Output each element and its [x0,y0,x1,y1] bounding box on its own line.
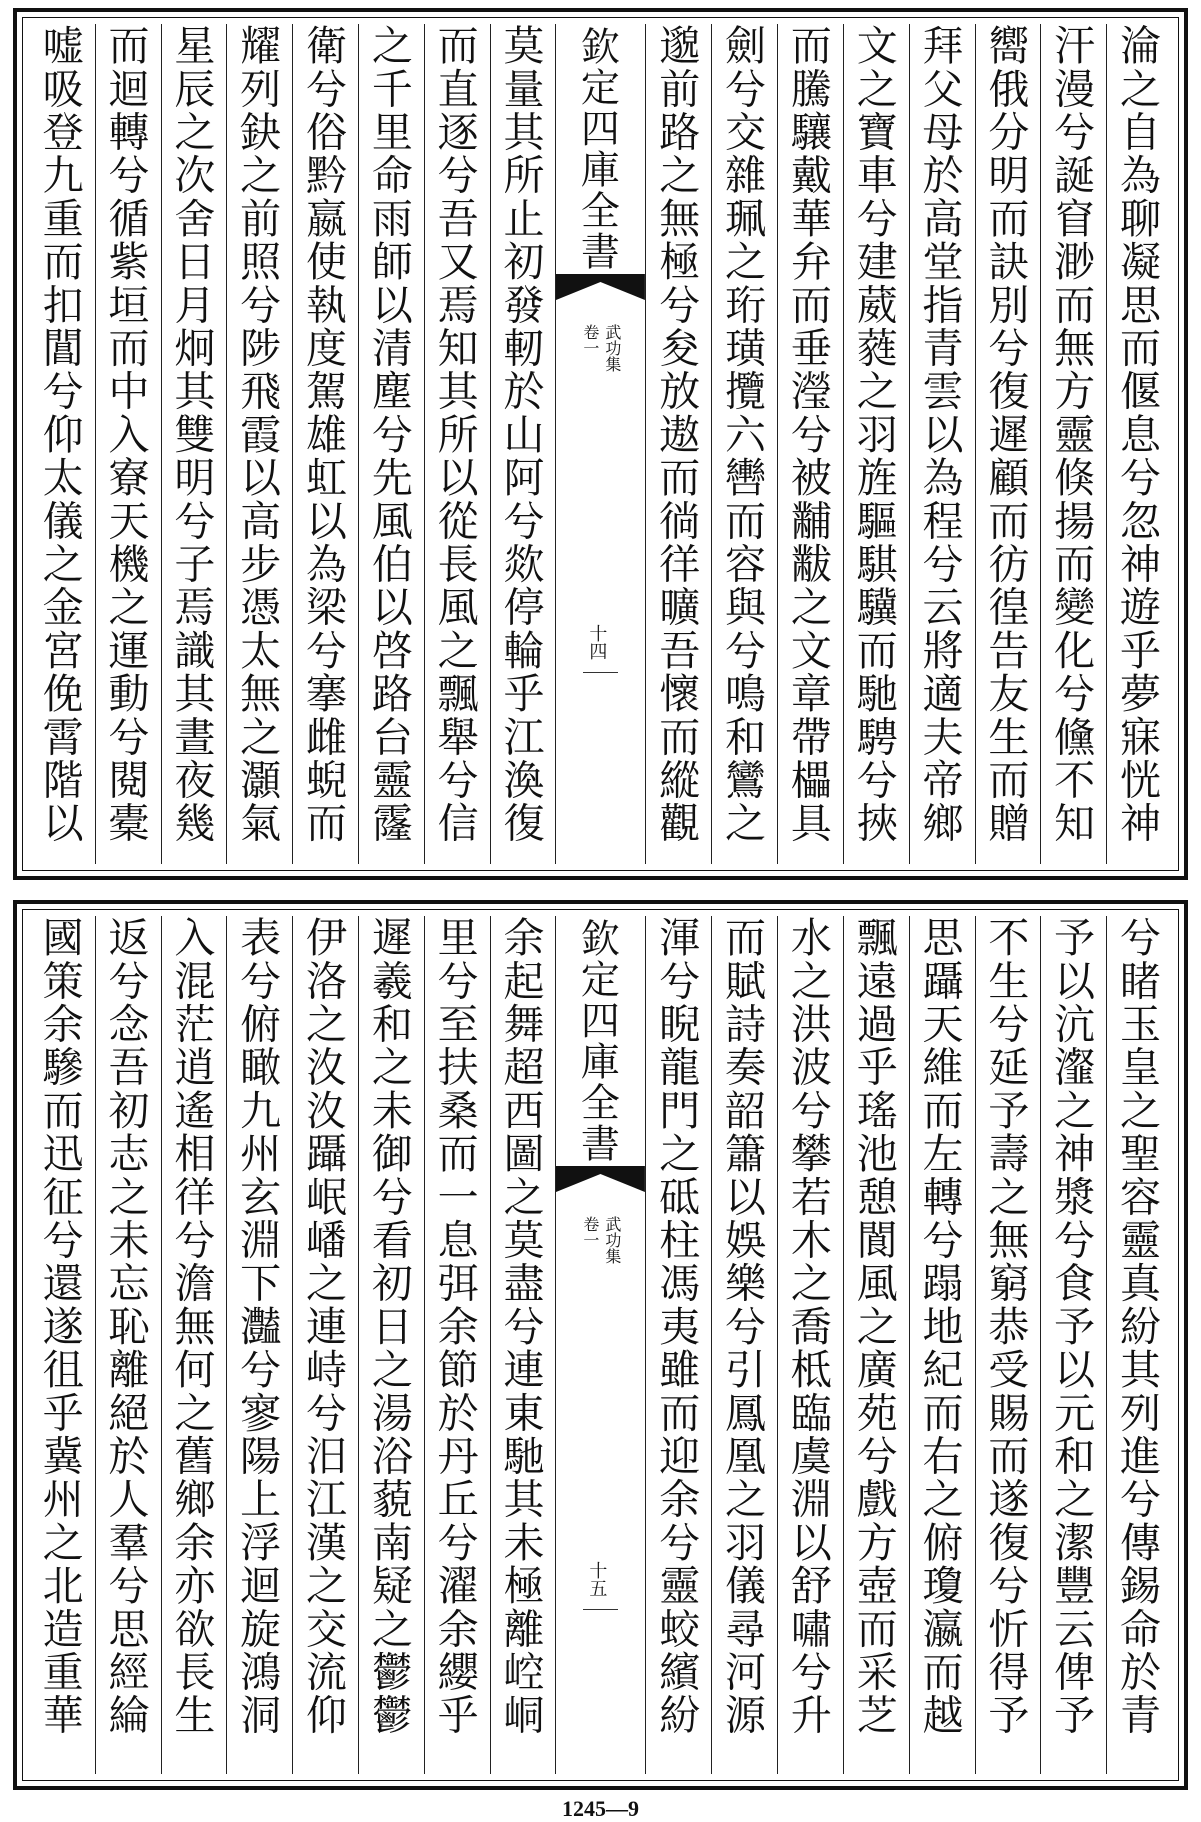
text-column: 嘘吸登九重而扣閶兮仰太儀之金宮俛霄階以 [35,24,84,845]
text-column: 余起舞超西圖之莫盡兮連東馳其未極離崆峒 [490,916,556,1774]
text-column: 之千里命雨師以清塵兮先風伯以啓路台靈霳 [358,24,424,864]
text-column: 汗漫兮誕窅渺而無方靈倏揚而變化兮儵不知 [1040,24,1106,864]
book-title: 欽定四庫全書 [574,918,620,1164]
text-column: 而賦詩奏韶簫以娛樂兮引鳳凰之羽儀尋河源 [711,916,777,1774]
bottom-text-columns [29,916,1172,1774]
text-column: 而直逐兮吾又焉知其所以從長風之飄舉兮信 [424,24,490,864]
top-text-columns [29,24,1172,864]
bottom-page-panel [13,900,1188,1790]
text-column: 衛兮俗黔嬴使執度駕雄虹以為梁兮搴雌蜺而 [292,24,358,864]
text-column: 伊洛之汷汷躡岷嶓之連峙兮汨江漢之交流仰 [292,916,358,1774]
text-column: 劍兮交雜珮之珩璜攬六轡而容與兮鳴和鸞之 [711,24,777,864]
text-column: 國策余驂而迅征兮還遂徂乎冀州之北造重華 [35,916,84,1737]
text-column: 遲羲和之未御兮看初日之湯浴藐南疑之鬱鬱 [358,916,424,1774]
text-column: 星辰之次舍日月炯其雙明兮子焉識其晝夜幾 [161,24,227,864]
collection-name: 武功集 [602,324,622,372]
text-column: 兮睹玉皇之聖容靈真紛其列進兮傳錫命於青 [1106,916,1172,1774]
section-label [556,1216,645,1264]
fishtail-ornament-icon [556,274,645,300]
text-column: 淪之自為聊凝思而偃息兮忽神遊乎夢寐恍神 [1106,24,1172,864]
page-footer-number: 1245—9 [562,1796,639,1821]
text-column: 而騰驤戴華弁而垂瀅兮被黼黻之文章帶櫑具 [777,24,843,864]
section-label [556,324,645,372]
text-column: 飄遠過乎瑤池憩閬風之廣苑兮戲方壺而采芝 [843,916,909,1774]
text-column: 表兮俯瞰九州玄淵下灎兮寥陽上浮迴旋鴻洞 [226,916,292,1774]
volume-label: 卷一 [580,324,600,356]
text-column: 不生兮延予壽之無窮恭受賜而遂復兮忻得予 [975,916,1041,1774]
center-fold-column [555,24,645,864]
text-column: 返兮念吾初志之未忘恥離絕於人羣兮思經綸 [95,916,161,1774]
text-column: 而迴轉兮循紫垣而中入寮天機之運動兮閱橐 [95,24,161,864]
page-number: 十五 [586,1561,608,1597]
top-page-panel [13,8,1188,880]
volume-label: 卷一 [580,1216,600,1248]
text-column: 渾兮睨龍門之砥柱馮夷雖而迎余兮靈蛟繽紛 [645,916,711,1774]
text-column: 予以沆瀣之神漿兮食予以元和之潔豐云俾予 [1040,916,1106,1774]
fishtail-ornament-icon [556,1166,645,1192]
text-column: 里兮至扶桑而一息弭余節於丹丘兮濯余纓乎 [424,916,490,1774]
page-number: 十四 [586,624,608,660]
text-column: 耀列鈌之前照兮陟飛霞以高步憑太無之灝氣 [226,24,292,864]
text-column: 入混茫逍遙相徉兮澹無何之舊鄉余亦欲長生 [161,916,227,1774]
collection-name: 武功集 [602,1216,622,1264]
center-fold-column [555,916,645,1774]
divider [583,1609,618,1610]
text-column: 思躡天維而左轉兮蹋地紀而右之俯瓊瀛而越 [909,916,975,1774]
book-title: 欽定四庫全書 [574,26,620,272]
text-column: 嚮俄分明而訣別兮復遲顧而彷徨告友生而贈 [975,24,1041,864]
text-column: 文之寶車兮建葳蕤之羽旌驅騏驥而馳騁兮挾 [843,24,909,864]
text-column: 莫量其所止初發軔於山阿兮欻停輪乎江渙復 [490,24,556,864]
text-column: 拜父母於高堂指青雲以為程兮云將適夫帝鄉 [909,24,975,864]
text-column: 邈前路之無極兮夋放遨而徜徉曠吾懷而縱觀 [645,24,711,864]
text-column: 水之洪波兮攀若木之喬柢臨虞淵以舒嘯兮升 [777,916,843,1774]
divider [583,672,618,673]
